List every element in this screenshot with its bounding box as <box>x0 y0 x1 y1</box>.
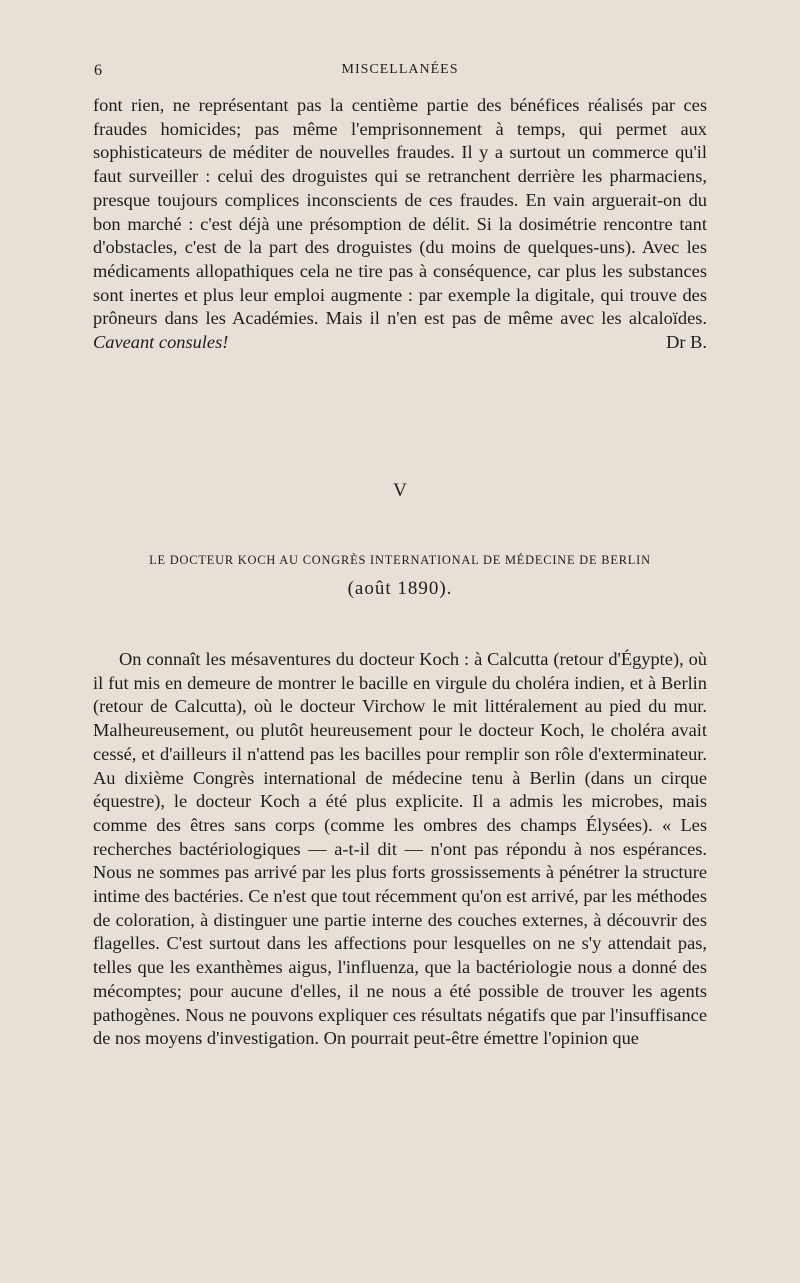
first-text-block <box>93 94 707 355</box>
section-date: (août 1890). <box>347 578 453 599</box>
first-paragraph <box>93 94 707 355</box>
closing-italic-consules: consules! <box>158 332 229 353</box>
signature: Dr B. <box>666 332 707 353</box>
section-number: V <box>393 480 407 501</box>
page-number: 6 <box>94 62 102 79</box>
second-text-block <box>93 648 707 1051</box>
closing-italic-caveant: Caveant <box>93 332 155 353</box>
first-paragraph-text: font rien, ne représentant pas la centième partie des bénéfices réalisés par ces fraudes homicides; pas même l'emprisonnement à temps, qui permet aux sophisticateurs de méditer de nouvelles fraudes. Il y a surtout un commerce qu'il faut surveiller : celui des droguistes qui se retranchent derrière les pharmaciens, presque toujours complices inconscients de ces fraudes. En vain arguerait-on du bon marché : c'est déjà une présomption de délit. Si la dosimétrie rencontre tant d'obstacles, c'est de la part des droguistes (du moins de quelques-uns). Avec les médicaments allopathiques cela ne tire pas à conséquence, car plus les substances sont inertes et plus leur emploi augmente : par exemple la digitale, qui trouve des prôneurs dans les Académies. Mais il n'en est pas de même avec les alcaloïdes. <box>93 95 707 329</box>
second-paragraph: On connaît les mésaventures du docteur Koch : à Calcutta (retour d'Égypte), où il fut mis en demeure de montrer le bacille en virgule du choléra indien, et à Berlin (retour de Calcutta), où le docteur Virchow le mit littéralement au pied du mur. Malheureusement, ou plutôt heureusement pour le docteur Koch, le choléra avait cessé, et d'ailleurs il n'attend pas les bacilles pour remplir son rôle d'exterminateur. Au dixième Congrès international de médecine tenu à Berlin (dans un cirque équestre), le docteur Koch a été plus explicite. Il a admis les microbes, mais comme des êtres sans corps (comme les ombres des champs Élysées). « Les recherches bactériologiques — a-t-il dit — n'ont pas répondu à nos espérances. Nous ne sommes pas arrivé par les plus forts grossissements à pénétrer la structure intime des bactéries. Ce n'est que tout récemment qu'on est arrivé, par les méthodes de coloration, à distinguer une partie interne des couches externes, à découvrir des flagelles. C'est surtout dans les affections pour lesquelles on ne s'y attendait pas, telles que les exanthèmes aigus, l'influenza, que la bactériologie nous a donné des mécomptes; pour aucune d'elles, il ne nous a été possible de trouver les agents pathogènes. Nous ne pouvons expliquer ces résultats négatifs que par l'insuffisance de nos moyens d'investigation. On pourrait peut-être émettre l'opinion que <box>93 649 707 1049</box>
running-head: MISCELLANÉES <box>341 62 459 77</box>
section-title: LE DOCTEUR KOCH AU CONGRÈS INTERNATIONAL DE MÉDECINE DE BERLIN <box>149 553 651 567</box>
